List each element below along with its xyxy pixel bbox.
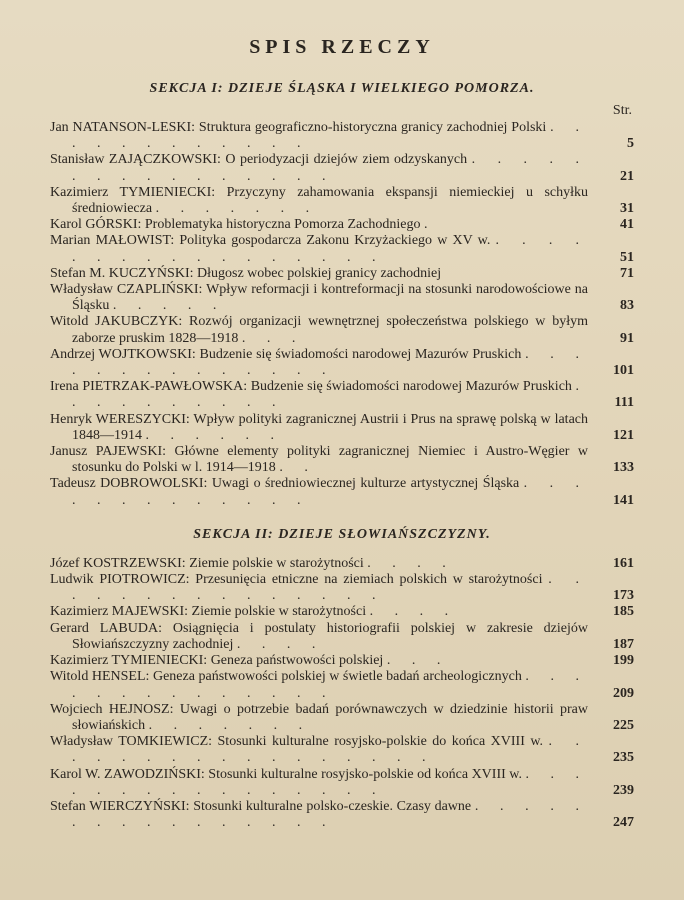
toc-leader-dots: . . . . . . .	[155, 201, 319, 217]
toc-leader-dots: .	[424, 217, 437, 233]
toc-entry	[50, 653, 634, 669]
toc-page-number: 209	[613, 685, 634, 701]
toc-leader-dots: . . .	[241, 330, 305, 346]
toc-entry-text: Witold JAKUBCZYK: Rozwój organizacji wewnętrznej społeczeństwa polskiego w byłym zaborze pruskim 1828—1918	[50, 314, 588, 346]
toc-page-number: 51	[620, 249, 634, 265]
toc-entry-text: Kazimierz TYMIENIECKI: Geneza państwowości polskiej	[50, 653, 384, 669]
toc-entry	[50, 444, 634, 476]
toc-entry-title	[50, 412, 594, 444]
toc-entry-text: Stanisław ZAJĄCZKOWSKI: O periodyzacji dziejów ziem odzyskanych	[50, 152, 468, 168]
toc-entry-text: Władysław TOMKIEWICZ: Stosunki kulturalne rosyjsko-polskie do końca XVIII w.	[50, 734, 544, 750]
toc-entry	[50, 556, 634, 572]
toc-entry-title	[50, 702, 594, 734]
toc-page-number: 225	[613, 717, 634, 733]
toc-leader-dots: . . . . . .	[145, 427, 283, 443]
toc-entry	[50, 347, 634, 379]
toc-entry-text: Kazimierz MAJEWSKI: Ziemie polskie w starożytności	[50, 604, 367, 620]
toc-entry-text: Józef KOSTRZEWSKI: Ziemie polskie w starożytności	[50, 555, 364, 571]
toc-leader-dots: . .	[279, 460, 317, 476]
toc-entry-title	[50, 217, 594, 233]
toc-leader-dots: . . .	[386, 653, 450, 669]
section-1	[50, 81, 634, 509]
page-title: SPIS RZECZY	[249, 36, 435, 58]
toc-entry	[50, 217, 634, 233]
toc-list	[50, 120, 634, 509]
toc-entry-title	[50, 152, 594, 184]
toc-entry	[50, 604, 634, 620]
toc-entry-text: Stefan WIERCZYŃSKI: Stosunki kulturalne polsko-czeskie. Czasy dawne	[50, 798, 472, 814]
toc-entry-text: Ludwik PIOTROWICZ: Przesunięcia etniczne na ziemiach polskich w starożytności	[50, 572, 543, 588]
toc-leader-dots: . . . . . . .	[148, 717, 312, 733]
toc-entry-text: Karol GÓRSKI: Problematyka historyczna Pomorza Zachodniego	[50, 217, 421, 233]
toc-page-number: 5	[627, 136, 634, 152]
toc-entry-title	[50, 379, 594, 411]
toc-entry	[50, 767, 634, 799]
toc-page-number: 121	[613, 427, 634, 443]
toc-page-number: 187	[613, 636, 634, 652]
toc-entry	[50, 152, 634, 184]
toc-page-number: 161	[613, 555, 634, 571]
toc-entry-text: Karol W. ZAWODZIŃSKI: Stosunki kulturalne rosyjsko-polskie od końca XVIII w.	[50, 766, 522, 782]
toc-entry-text: Henryk WERESZYCKI: Wpływ polityki zagranicznej Austrii i Prus na sprawę polską w latach 1848—1914	[50, 411, 588, 443]
toc-entry-title	[50, 621, 594, 653]
toc-entry-title	[50, 799, 594, 831]
toc-page-number: 235	[613, 750, 634, 766]
toc-entry	[50, 266, 634, 282]
toc-entry	[50, 476, 634, 508]
toc-leader-dots: . . . . . . . . . . . . . . . .	[72, 152, 588, 184]
toc-leader-dots: . . . .	[236, 636, 325, 652]
toc-entry-text: Janusz PAJEWSKI: Główne elementy polityki zagranicznej Niemiec i Austro-Węgier w stosunku do Polski w l. 1914—1918	[50, 444, 588, 476]
toc-page-number: 173	[613, 588, 634, 604]
toc-entry-title	[50, 282, 594, 314]
section-2	[50, 527, 634, 831]
toc-leader-dots: . . . .	[367, 555, 455, 571]
toc-leader-dots: . . . . . . . . . .	[72, 379, 588, 411]
toc-entry	[50, 120, 634, 152]
toc-entry-title	[50, 444, 594, 476]
toc-entry	[50, 233, 634, 265]
toc-page-number: 31	[620, 201, 634, 217]
toc-page-number: 41	[620, 217, 634, 233]
toc-leader-dots: . . . . . . . . . . . . . .	[72, 669, 589, 701]
toc-leader-dots: . . . . . . . . . . . . . .	[72, 346, 588, 379]
toc-entry-text: Marian MAŁOWIST: Polityka gospodarcza Zakonu Krzyżackiego w XV w.	[50, 233, 491, 249]
toc-entry-title	[50, 347, 594, 379]
toc-entry	[50, 734, 634, 766]
toc-entry-text: Jan NATANSON-LESKI: Struktura geograficzno-historyczna granicy zachodniej Polski	[50, 120, 547, 135]
toc-entry-title	[50, 669, 594, 701]
toc-entry-title	[50, 653, 594, 669]
toc-page-number: 199	[613, 653, 634, 669]
toc-page-number: 247	[613, 815, 634, 831]
toc-page-number: 239	[613, 782, 634, 798]
toc-leader-dots: . . . . . . . . . . . . . . . . .	[72, 734, 589, 766]
toc-leader-dots: . . . . . . . . . . . . . . .	[72, 572, 589, 604]
toc-entry-text: Andrzej WOJTKOWSKI: Budzenie się świadomości narodowej Mazurów Pruskich	[50, 346, 522, 362]
toc-entry	[50, 314, 634, 346]
toc-page-number: 185	[613, 604, 634, 620]
toc-entry-title	[50, 556, 594, 572]
toc-entry-text: Kazimierz TYMIENIECKI: Przyczyny zahamowania ekspansji niemieckiej u schyłku średniowiecza	[50, 184, 588, 217]
toc-leader-dots: . . . . . . . . . . . . . . . .	[72, 798, 589, 831]
toc-page-number: 83	[620, 298, 634, 314]
toc-entry	[50, 412, 634, 444]
toc-entry	[50, 572, 634, 604]
toc-leader-dots: . . . . . . . . . . . . . . . .	[72, 766, 589, 798]
toc-entry-title	[50, 476, 594, 508]
toc-leader-dots: . . . . . . . . . . . .	[72, 120, 589, 152]
toc-entry-title	[50, 734, 594, 766]
toc-entry-title	[50, 604, 594, 620]
toc-entry	[50, 185, 634, 217]
toc-leader-dots: . . . . . . . . . . . . . . . . .	[72, 233, 589, 265]
toc-entry-title	[50, 767, 594, 799]
toc-leader-dots: . . . . . . . . . . . . .	[72, 476, 589, 508]
toc-entry-text: Władysław CZAPLIŃSKI: Wpływ reformacji i kontreformacji na stosunki narodowościowe na Śląsku	[50, 282, 588, 314]
toc-leader-dots: . . . .	[369, 604, 458, 620]
toc-entry-text: Gerard LABUDA: Osiągnięcia i postulaty historiografii polskiej w zakresie dziejów Słowiańszczyzny zachodniej	[50, 620, 588, 652]
toc-page-number: 111	[614, 395, 634, 411]
toc-entry-text: Irena PIETRZAK-PAWŁOWSKA: Budzenie się świadomości narodowej Mazurów Pruskich	[50, 379, 572, 395]
toc-entry-text: Tadeusz DOBROWOLSKI: Uwagi o średniowiecznej kulturze artystycznej Śląska	[50, 476, 520, 492]
toc-entry-title	[50, 120, 594, 152]
toc-entry	[50, 702, 634, 734]
page-column-label: Str.	[612, 103, 632, 118]
section-heading: SEKCJA II: DZIEJE SŁOWIAŃSZCZYZNY.	[193, 526, 491, 542]
toc-page-number: 91	[620, 330, 634, 346]
toc-entry-title	[50, 185, 594, 217]
section-heading: SEKCJA I: DZIEJE ŚLĄSKA I WIELKIEGO POMORZA.	[149, 81, 535, 96]
toc-entry	[50, 669, 634, 701]
toc-entry-text: Witold HENSEL: Geneza państwowości polskiej w świetle badań archeologicznych	[50, 669, 522, 685]
toc-page-number: 101	[613, 363, 634, 379]
toc-entry-title	[50, 572, 594, 604]
toc-entry-title	[50, 266, 594, 282]
toc-entry	[50, 621, 634, 653]
toc-page-number: 141	[613, 492, 634, 508]
toc-entry-title	[50, 233, 594, 265]
toc-entry	[50, 799, 634, 831]
toc-list	[50, 556, 634, 831]
toc-entry	[50, 379, 634, 411]
toc-page-number: 71	[620, 265, 634, 281]
toc-entry-text: Stefan M. KUCZYŃSKI: Długosz wobec polskiej granicy zachodniej	[50, 265, 442, 281]
toc-entry	[50, 282, 634, 314]
toc-page-number: 133	[613, 460, 634, 476]
toc-page-number: 21	[620, 168, 634, 184]
toc-leader-dots: . . . . .	[112, 298, 226, 314]
toc-entry-text: Wojciech HEJNOSZ: Uwagi o potrzebie badań porównawczych w dziedzinie historii praw słowiańskich	[50, 701, 588, 733]
toc-entry-title	[50, 314, 594, 346]
